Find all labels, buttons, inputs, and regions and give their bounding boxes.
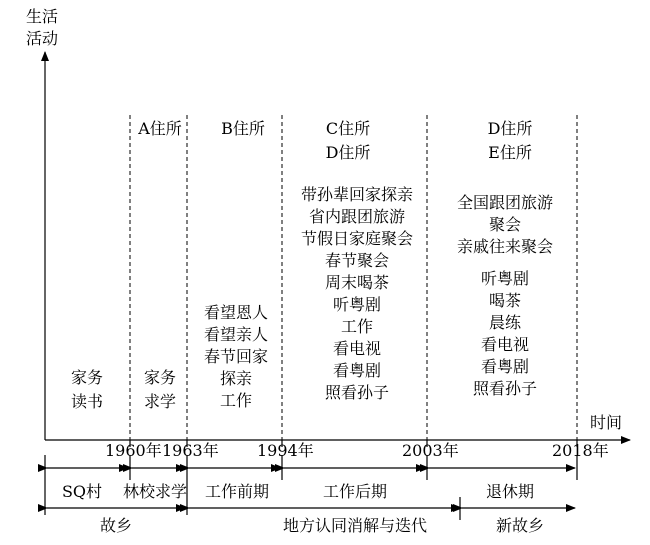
y-axis-label: 生活 活动 bbox=[25, 7, 59, 48]
activities-p4-social: 全国跟团旅游 聚会 亲戚往来聚会 bbox=[456, 193, 554, 256]
identity-new-hometown: 新故乡 bbox=[495, 516, 545, 535]
year-2018: 2018年 bbox=[552, 441, 609, 460]
year-1963: 1963年 bbox=[162, 441, 219, 460]
residence-de: D住所 E住所 bbox=[487, 119, 533, 162]
year-1960: 1960年 bbox=[105, 441, 162, 460]
residence-a: A住所 bbox=[138, 119, 182, 138]
activities-p1: 家务 求学 bbox=[143, 368, 177, 411]
identity-dissolution: 地方认同消解与迭代 bbox=[282, 516, 428, 535]
x-axis-label: 时间 bbox=[590, 413, 623, 432]
activities-p3: 带孙辈回家探亲 省内跟团旅游 节假日家庭聚会 春节聚会 周末喝茶 听粤剧 工作 看电视 看粤剧 照看孙子 bbox=[300, 185, 414, 402]
identity-hometown: 故乡 bbox=[99, 516, 133, 535]
stage-late-work: 工作后期 bbox=[322, 482, 388, 501]
stage-retirement: 退休期 bbox=[485, 482, 535, 501]
residence-cd: C住所 D住所 bbox=[325, 119, 371, 162]
activities-p2: 看望恩人 看望亲人 春节回家 探亲 工作 bbox=[203, 303, 269, 410]
stage-sq-village: SQ村 bbox=[61, 482, 103, 501]
residence-b: B住所 bbox=[221, 119, 265, 138]
stage-early-work: 工作前期 bbox=[204, 482, 270, 501]
activities-p0: 家务 读书 bbox=[70, 368, 104, 411]
stage-forestry-school: 林校求学 bbox=[122, 482, 188, 501]
activities-p4-daily: 听粤剧 喝茶 晨练 看电视 看粤剧 照看孙子 bbox=[472, 269, 538, 398]
year-1994: 1994年 bbox=[257, 441, 314, 460]
year-2003: 2003年 bbox=[402, 441, 459, 460]
